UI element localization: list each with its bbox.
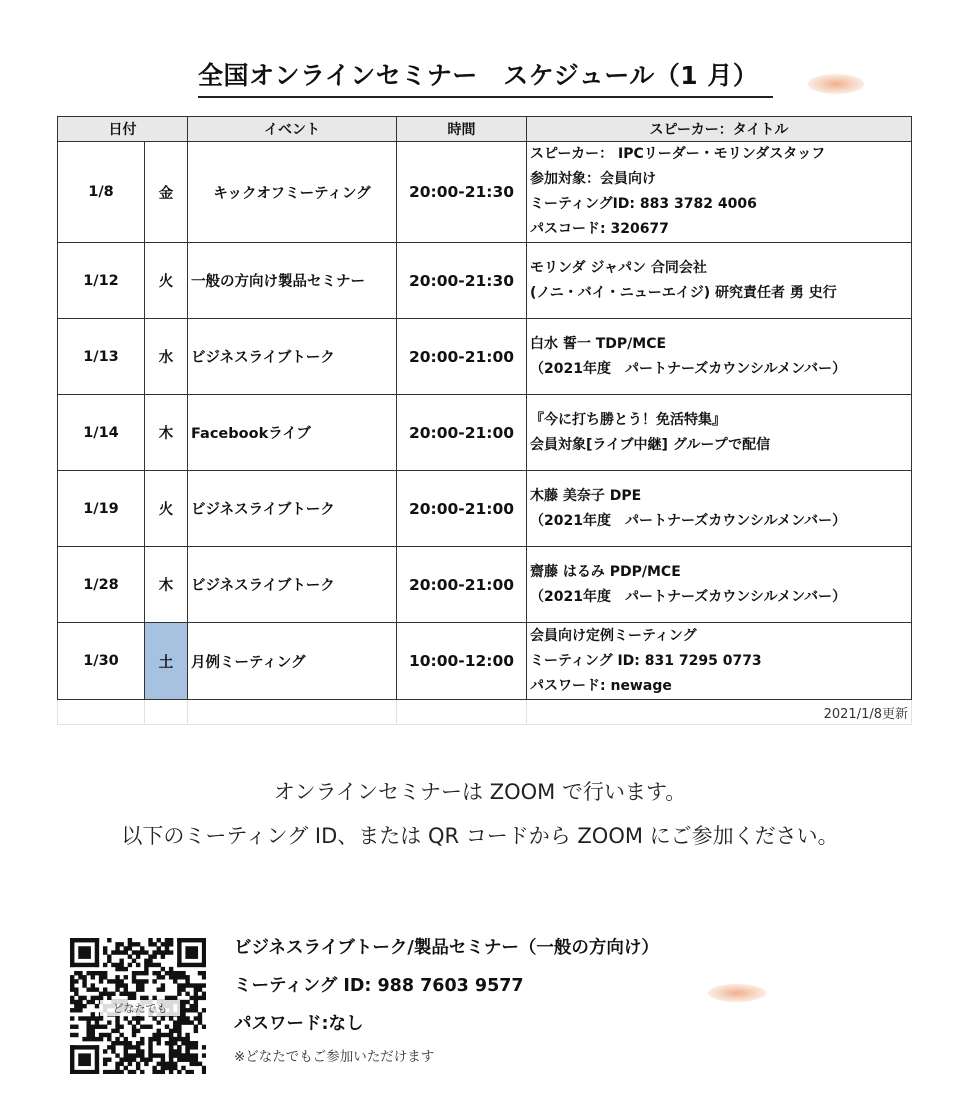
table-row [58, 243, 912, 319]
row-details [527, 319, 912, 395]
row-event: 一般の方向け製品セミナー [188, 243, 397, 319]
header-speaker: スピーカー：タイトル [527, 117, 912, 142]
header-time: 時間 [397, 117, 527, 142]
table-row [58, 623, 912, 700]
detail-line: モリンダ ジャパン 合同会社 [530, 259, 707, 276]
row-event: ビジネスライブトーク [188, 319, 397, 395]
smudge-mark [808, 74, 864, 94]
row-day: 火 [145, 471, 188, 547]
row-day: 火 [145, 243, 188, 319]
row-details [527, 243, 912, 319]
row-time: 10:00-12:00 [397, 623, 527, 700]
row-day: 木 [145, 395, 188, 471]
row-details [527, 547, 912, 623]
detail-line: パスコード: 320677 [530, 221, 669, 237]
row-time: 20:00-21:30 [397, 243, 527, 319]
row-event: ビジネスライブトーク [188, 547, 397, 623]
row-time: 20:00-21:00 [397, 395, 527, 471]
row-day-saturday: 土 [145, 623, 188, 700]
detail-line: パスワード: newage [530, 677, 672, 694]
detail-line: (ノニ・バイ・ニューエイジ) 研究責任者 勇 史行 [530, 284, 837, 301]
detail-line: ミーティングID: 883 3782 4006 [530, 196, 757, 212]
detail-line: 『今に打ち勝とう！免活特集』 [530, 411, 726, 428]
row-event: Facebookライブ [188, 395, 397, 471]
zoom-notice-line1: オンラインセミナーは ZOOM で行います。 [273, 780, 687, 804]
qr-label: どなたでも [100, 1000, 180, 1016]
row-time: 20:00-21:30 [397, 142, 527, 243]
row-details [527, 471, 912, 547]
detail-line: 参加対象：会員向け [530, 171, 656, 187]
row-date: 1/8 [58, 142, 145, 243]
header-event: イベント [188, 117, 397, 142]
detail-line: 会員対象[ライブ中継] グループで配信 [530, 436, 771, 453]
row-date: 1/30 [58, 623, 145, 700]
info-note: ※どなたでもご参加いただけます [234, 1049, 435, 1065]
row-event: キックオフミーティング [188, 142, 397, 243]
info-meeting-id: ミーティング ID: 988 7603 9577 [234, 976, 524, 996]
row-date: 1/28 [58, 547, 145, 623]
page-title: 全国オンラインセミナー スケジュール（1 月） [198, 58, 773, 98]
detail-line: スピーカー： IPCリーダー・モリンダスタッフ [530, 146, 826, 162]
row-details [527, 623, 912, 700]
zoom-notice-line2: 以下のミーティング ID、または QR コードから ZOOM にご参加ください。 [121, 824, 839, 848]
row-date: 1/12 [58, 243, 145, 319]
detail-line: （2021年度 パートナーズカウンシルメンバー） [530, 360, 847, 377]
row-details [527, 142, 912, 243]
table-row [58, 142, 912, 243]
detail-line: 齋藤 はるみ PDP/MCE [530, 563, 681, 580]
row-date: 1/14 [58, 395, 145, 471]
row-event: ビジネスライブトーク [188, 471, 397, 547]
detail-line: 会員向け定例ミーティング [530, 627, 697, 644]
info-title: ビジネスライブトーク/製品セミナー（一般の方向け） [234, 938, 659, 958]
info-password: パスワード:なし [234, 1014, 364, 1034]
row-day: 水 [145, 319, 188, 395]
row-details [527, 395, 912, 471]
row-date: 1/19 [58, 471, 145, 547]
row-day: 木 [145, 547, 188, 623]
row-day: 金 [145, 142, 188, 243]
table-row [58, 471, 912, 547]
updated-date: 2021/1/8更新 [527, 700, 912, 725]
detail-line: （2021年度 パートナーズカウンシルメンバー） [530, 588, 847, 605]
smudge-mark [708, 984, 766, 1002]
table-row [58, 319, 912, 395]
table-row [58, 547, 912, 623]
detail-line: （2021年度 パートナーズカウンシルメンバー） [530, 512, 847, 529]
detail-line: 木藤 美奈子 DPE [530, 487, 642, 504]
detail-line: ミーティング ID: 831 7295 0773 [530, 652, 762, 669]
update-row [58, 700, 912, 725]
header-date: 日付 [58, 117, 188, 142]
table-row [58, 395, 912, 471]
row-time: 20:00-21:00 [397, 319, 527, 395]
row-time: 20:00-21:00 [397, 547, 527, 623]
row-date: 1/13 [58, 319, 145, 395]
row-time: 20:00-21:00 [397, 471, 527, 547]
detail-line: 白水 誓一 TDP/MCE [530, 335, 667, 352]
schedule-table [57, 116, 912, 725]
row-event: 月例ミーティング [188, 623, 397, 700]
